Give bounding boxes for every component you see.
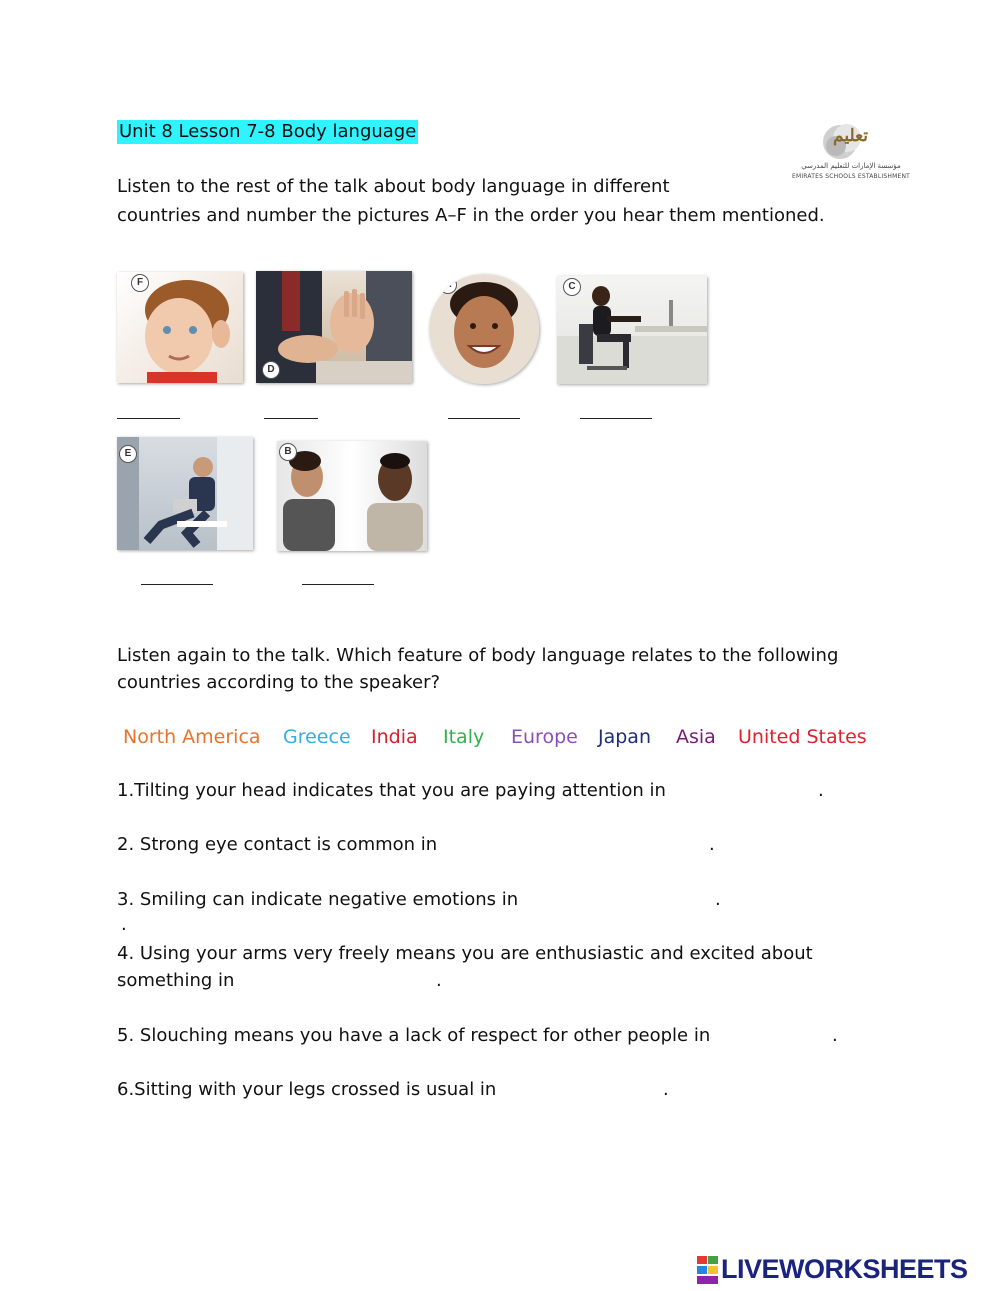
ese-logo [788, 122, 914, 184]
picture-a [429, 274, 539, 384]
question-4-period: . [436, 970, 442, 991]
answer-blank-1[interactable] [117, 418, 180, 419]
question-1-period: . [818, 780, 824, 801]
word-bank-asia: Asia [676, 726, 716, 748]
instruction2-line-2: countries according to the speaker? [117, 672, 441, 693]
picture-e [117, 437, 253, 550]
page-title: Unit 8 Lesson 7-8 Body language [119, 121, 417, 142]
answer-blank-2[interactable] [264, 418, 318, 419]
logo-arabic-text: تعليم [833, 126, 869, 146]
picture-letter-e: E [119, 445, 137, 463]
woman-desk-illustration [557, 276, 707, 384]
answer-input-1[interactable] [672, 779, 814, 803]
answer-input-3[interactable] [514, 888, 712, 912]
answer-blank-4[interactable] [580, 418, 652, 419]
picture-c [557, 276, 707, 384]
picture-letter-f: F [131, 274, 149, 292]
picture-f [117, 272, 243, 383]
question-5-period: . [832, 1025, 838, 1046]
question-2-period: . [709, 834, 715, 855]
word-bank-united-states: United States [738, 726, 867, 748]
question-3-period: . [715, 889, 721, 910]
liveworksheets-icon [697, 1256, 719, 1284]
instruction2-line-1: Listen again to the talk. Which feature of body language relates to the following [117, 645, 839, 666]
question-6: 6.Sitting with your legs crossed is usual in [117, 1079, 497, 1100]
picture-b [277, 441, 427, 551]
picture-d [256, 271, 412, 383]
instruction-line-1: Listen to the rest of the talk about body language in different [117, 176, 670, 197]
picture-letter-a: A [439, 276, 457, 294]
logo-arabic-caption: مؤسسة الإمارات للتعليم المدرسي [801, 162, 901, 170]
stray-dot: . [121, 914, 127, 935]
question-6-period: . [663, 1079, 669, 1100]
two-men-illustration [277, 441, 427, 551]
answer-blank-5[interactable] [141, 584, 213, 585]
answer-blank-6[interactable] [302, 584, 374, 585]
question-5: 5. Slouching means you have a lack of respect for other people in [117, 1025, 711, 1046]
man-laptop-illustration [117, 437, 253, 550]
answer-input-4[interactable] [236, 969, 432, 993]
question-2: 2. Strong eye contact is common in [117, 834, 438, 855]
question-4-line-2: something in [117, 970, 235, 991]
question-4-line-1: 4. Using your arms very freely means you are enthusiastic and excited about [117, 943, 813, 964]
liveworksheets-wordmark: LIVEWORKSHEETS [721, 1254, 968, 1284]
picture-letter-d: D [262, 361, 280, 379]
answer-input-6[interactable] [505, 1078, 659, 1102]
picture-letter-c: C [563, 278, 581, 296]
question-1: 1.Tilting your head indicates that you are paying attention in [117, 780, 666, 801]
word-bank-japan: Japan [598, 726, 651, 748]
word-bank-europe: Europe [511, 726, 578, 748]
word-bank-greece: Greece [283, 726, 351, 748]
question-3: 3. Smiling can indicate negative emotions in [117, 889, 519, 910]
answer-input-5[interactable] [714, 1024, 828, 1048]
word-bank-india: India [371, 726, 418, 748]
picture-letter-b: B [279, 443, 297, 461]
logo-english-caption: EMIRATES SCHOOLS ESTABLISHMENT [791, 173, 911, 180]
instruction-line-2: countries and number the pictures A–F in the order you hear them mentioned. [117, 205, 825, 226]
answer-blank-3[interactable] [448, 418, 520, 419]
word-bank-italy: Italy [443, 726, 485, 748]
answer-input-2[interactable] [440, 833, 706, 857]
word-bank-north-america: North America [123, 726, 261, 748]
